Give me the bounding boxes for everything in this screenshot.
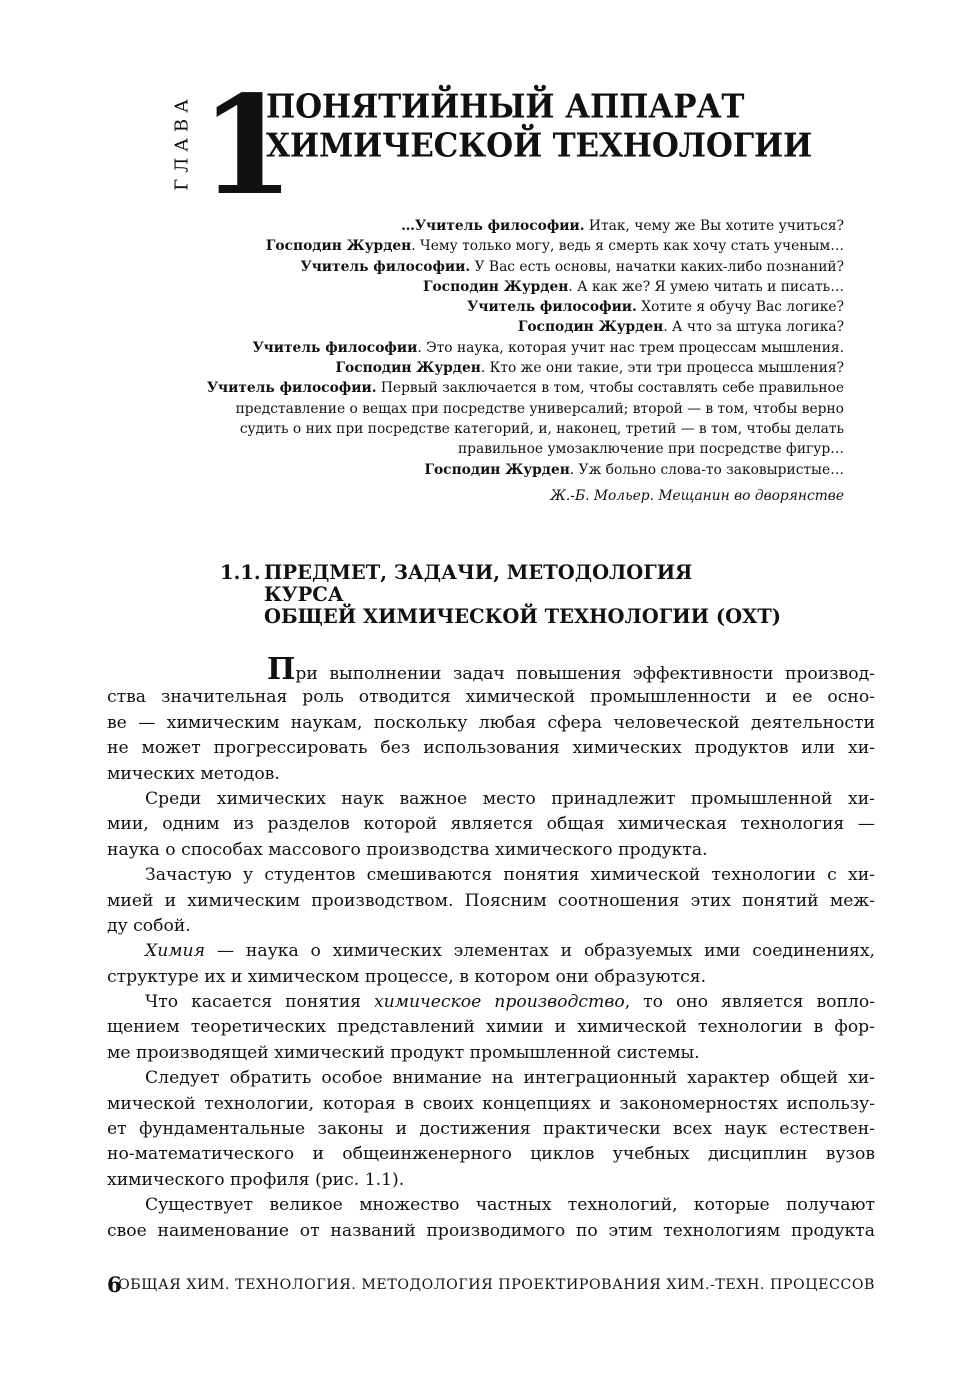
section-title-line: КУРСА [264,583,344,606]
text-line: мических методов. [107,763,280,784]
text-run: — наука о химических элементах и образуемых ими соединениях, [205,941,875,962]
text-line: мии, одним из разделов которой является общая химическая технология — [107,814,875,835]
epigraph-line [144,216,844,236]
chapter-title-line: ХИМИЧЕСКОЙ ТЕХНОЛОГИИ [266,126,813,165]
epigraph-line [144,439,844,459]
epigraph-text: . Кто же они такие, эти три процесса мышления? [480,360,844,377]
text-line: ет фундаментальные законы и достижения практически всех наук естествен- [107,1119,875,1140]
epigraph-text: . Уж больно слова-то заковыристые… [569,461,844,478]
epigraph-text: . А как же? Я умею читать и писать… [568,278,844,295]
speaker-name: …Учитель философии. [401,218,585,234]
text-line: не может прогрессировать без использования химических продуктов или хи- [107,738,875,759]
text-line: Среди химических наук важное место принадлежит промышленной хи- [145,788,875,809]
epigraph-text: У Вас есть основы, начатки каких-либо познаний? [470,258,844,275]
epigraph [144,216,844,506]
text-line: ду собой. [107,915,191,936]
text-line: химического профиля (рис. 1.1). [107,1169,405,1190]
epigraph-text: . А что за штука логика? [663,319,844,336]
text-line: ве — химическим наукам, поскольку любая сфера человеческой деятельности [107,712,875,733]
speaker-name: Господин Журден [424,461,570,478]
epigraph-source: Ж.-Б. Мольер. Мещанин во дворянстве [550,487,844,504]
chapter-number: 1 [200,66,291,226]
epigraph-line [144,297,844,317]
speaker-name: Господин Журден [265,238,412,255]
speaker-name: Учитель философии. [467,299,637,316]
chapter-title [266,88,812,166]
page-footer [107,1272,875,1302]
epigraph-text: правильное умозаключение при посредстве фигур… [457,441,844,458]
epigraph-text: судить о них при посредстве категорий, и, наконец, третий — в том, чтобы делать [239,420,844,437]
text-line: Зачастую у студентов смешиваются понятия химической технологии с хи- [145,865,875,886]
epigraph-line [144,460,844,480]
section-title [264,562,781,628]
drop-cap: П [267,652,296,687]
epigraph-text: . Это наука, которая учит нас трем процессам мышления. [417,339,844,356]
epigraph-line [144,338,844,358]
text-line [107,990,875,1015]
speaker-name: Учитель философии. [300,258,471,275]
text-line: ме производящей химический продукт промышленной системы. [107,1042,700,1063]
text-run: ри выполнении задач повышения эффективности производ- [295,664,875,684]
epigraph-line [144,257,844,277]
chapter-word: ГЛАВА [171,93,193,191]
text-run: , то оно является вопло- [624,992,876,1013]
term: химическое производство [373,992,625,1013]
text-line [107,939,875,964]
epigraph-line [144,358,844,378]
epigraph-line [144,419,844,439]
epigraph-text: Хотите я обучу Вас логике? [636,299,844,316]
speaker-name: Господин Журден [335,360,481,377]
section-number: 1.1. [220,561,261,584]
page-number: 6 [107,1272,122,1297]
epigraph-text: Первый заключается в том, чтобы составлять себе правильное [376,380,844,397]
running-title: ОБЩАЯ ХИМ. ТЕХНОЛОГИЯ. МЕТОДОЛОГИЯ ПРОЕКТИРОВАНИЯ ХИМ.-ТЕХН. ПРОЦЕССОВ [118,1277,875,1293]
body-text [107,652,876,1244]
section-title-line: ПРЕДМЕТ, ЗАДАЧИ, МЕТОДОЛОГИЯ [264,561,693,584]
text-run: Что касается понятия [145,992,374,1013]
text-line: Существует великое множество частных технологий, которые получают [145,1195,875,1216]
epigraph-text: . Чему только могу, ведь я смерть как хочу стать ученым… [411,238,844,255]
text-line: мической технологии, которая в своих концепциях и закономерностях использу- [107,1093,875,1114]
chapter-title-line: ПОНЯТИЙНЫЙ АППАРАТ [266,88,745,126]
speaker-name: Господин Журден [422,278,569,295]
speaker-name: Господин Журден [517,319,664,336]
epigraph-line [144,236,844,256]
epigraph-line [144,378,844,398]
term: Химия [145,941,206,962]
chapter-label [162,92,202,192]
text-line: структуре их и химическом процессе, в котором они образуются. [107,966,707,987]
text-line: ства значительная роль отводится химической промышленности и ее осно- [107,687,875,708]
section-title-line: ОБЩЕЙ ХИМИЧЕСКОЙ ТЕХНОЛОГИИ (ОХТ) [264,605,781,628]
text-line: свое наименование от названий производимого по этим технологиям продукта [107,1220,875,1241]
text-line: наука о способах массового производства химического продукта. [107,839,708,860]
epigraph-text: представление о вещах при посредстве универсалий; второй — в том, чтобы верно [235,400,844,417]
speaker-name: Учитель философии. [206,380,377,397]
epigraph-line [144,399,844,419]
text-line: Следует обратить особое внимание на интеграционный характер общей хи- [145,1068,875,1089]
epigraph-line [144,317,844,337]
text-line [107,652,875,687]
text-line: мией и химическим производством. Поясним соотношения этих понятий меж- [107,890,875,911]
epigraph-text: Итак, чему же Вы хотите учиться? [584,218,844,234]
epigraph-line [144,277,844,297]
text-line: щением теоретических представлений химии и химической технологии в фор- [107,1017,875,1038]
speaker-name: Учитель философии [252,339,418,356]
text-line: но-математического и общеинженерного циклов учебных дисциплин вузов [107,1144,875,1165]
